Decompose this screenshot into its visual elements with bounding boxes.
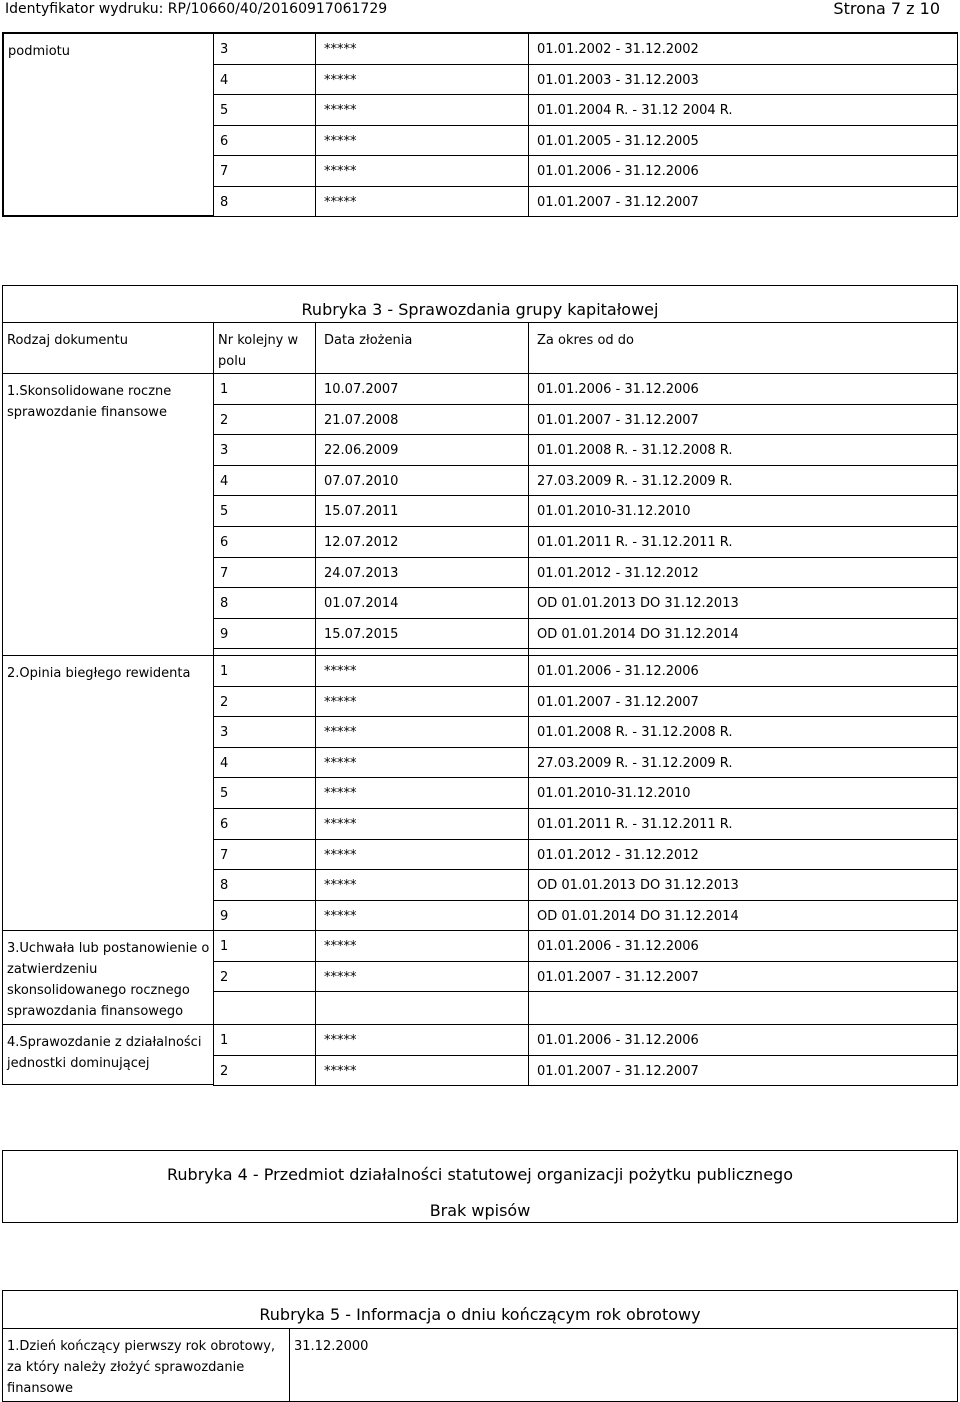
group-label-cell <box>2 373 214 656</box>
rubryka5-value-cell <box>289 1328 958 1402</box>
col-header-rodzaj: Rodzaj dokumentu <box>2 322 214 374</box>
table-row-data: 07.07.2010 <box>315 465 529 497</box>
table-row-okres: 01.01.2012 - 31.12.2012 <box>528 557 958 589</box>
table-row-okres: 01.01.2005 - 31.12.2005 <box>528 125 958 157</box>
group-label-cell <box>2 655 214 931</box>
table-row-okres: 01.01.2006 - 31.12.2006 <box>528 1024 958 1056</box>
table-row-nr: 1 <box>213 655 316 687</box>
group-label: 4.Sprawozdanie z działalności jednostki dominującej <box>7 1035 202 1071</box>
table-row-okres: 01.01.2012 - 31.12.2012 <box>528 839 958 871</box>
table-row-okres: 01.01.2011 R. - 31.12.2011 R. <box>528 526 958 558</box>
table-row-nr: 2 <box>213 1055 316 1087</box>
table-row-nr: 7 <box>213 155 316 187</box>
top-section-label-cell <box>3 33 215 216</box>
table-row-nr: 4 <box>213 64 316 96</box>
group-label: 1.Skonsolidowane roczne sprawozdanie finansowe <box>7 384 172 420</box>
table-row-okres: 01.01.2008 R. - 31.12.2008 R. <box>528 434 958 466</box>
table-row-data: 21.07.2008 <box>315 404 529 436</box>
table-row-nr: 5 <box>213 495 316 527</box>
rubryka3-title: Rubryka 3 - Sprawozdania grupy kapitałowej <box>301 300 659 319</box>
table-row-okres: 01.01.2007 - 31.12.2007 <box>528 1055 958 1087</box>
table-row-data: 22.06.2009 <box>315 434 529 466</box>
table-row-data: ***** <box>315 125 529 157</box>
table-row-data: 24.07.2013 <box>315 557 529 589</box>
table-row-nr: 1 <box>213 930 316 962</box>
table-filler-cell <box>213 991 316 1025</box>
table-row-data: ***** <box>315 777 529 809</box>
rubryka5-label-cell <box>2 1328 290 1402</box>
table-filler-cell <box>528 991 958 1025</box>
table-row-nr: 4 <box>213 465 316 497</box>
table-row-nr: 5 <box>213 94 316 126</box>
group-label: 2.Opinia biegłego rewidenta <box>7 666 191 681</box>
table-row-nr: 7 <box>213 557 316 589</box>
table-row-data: ***** <box>315 186 529 218</box>
table-row-nr: 9 <box>213 900 316 932</box>
table-row-nr: 8 <box>213 186 316 218</box>
table-row-okres: 01.01.2008 R. - 31.12.2008 R. <box>528 716 958 748</box>
table-row-okres: 01.01.2007 - 31.12.2007 <box>528 186 958 218</box>
col-header-data: Data złożenia <box>315 322 529 374</box>
rubryka5-title: Rubryka 5 - Informacja o dniu kończącym rok obrotowy <box>259 1305 701 1324</box>
table-row-data: ***** <box>315 900 529 932</box>
table-row-okres: 01.01.2003 - 31.12.2003 <box>528 64 958 96</box>
table-row-okres: 01.01.2011 R. - 31.12.2011 R. <box>528 808 958 840</box>
table-row-nr: 4 <box>213 747 316 779</box>
table-row-nr: 5 <box>213 777 316 809</box>
table-row-okres: 01.01.2004 R. - 31.12 2004 R. <box>528 94 958 126</box>
col-header-nr: Nr kolejny w polu <box>213 322 316 374</box>
table-filler-cell <box>315 991 529 1025</box>
table-row-nr: 8 <box>213 587 316 619</box>
table-row-nr: 6 <box>213 125 316 157</box>
table-row-nr: 1 <box>213 373 316 405</box>
table-row-data: ***** <box>315 155 529 187</box>
table-row-data: ***** <box>315 1055 529 1087</box>
rubryka5-label: 1.Dzień kończący pierwszy rok obrotowy, za który należy złożyć sprawozdanie finansowe <box>7 1339 276 1396</box>
table-row-okres: 01.01.2006 - 31.12.2006 <box>528 655 958 687</box>
table-row-data: ***** <box>315 869 529 901</box>
table-row-data: 12.07.2012 <box>315 526 529 558</box>
page-number: Strona 7 z 10 <box>833 0 940 18</box>
table-row-okres: 01.01.2007 - 31.12.2007 <box>528 404 958 436</box>
table-row-nr: 2 <box>213 961 316 993</box>
group-label-cell <box>2 1024 214 1085</box>
rubryka4-section <box>2 1150 958 1223</box>
table-row-nr: 6 <box>213 808 316 840</box>
table-row-okres: 01.01.2007 - 31.12.2007 <box>528 686 958 718</box>
table-row-data: 15.07.2015 <box>315 618 529 650</box>
group-label-cell <box>2 930 214 1025</box>
table-row-okres: 01.01.2007 - 31.12.2007 <box>528 961 958 993</box>
table-row-data: 01.07.2014 <box>315 587 529 619</box>
table-row-nr: 1 <box>213 1024 316 1056</box>
page-header <box>0 0 960 24</box>
table-row-okres: OD 01.01.2014 DO 31.12.2014 <box>528 900 958 932</box>
table-row-data: ***** <box>315 1024 529 1056</box>
table-row-data: ***** <box>315 64 529 96</box>
group-label: 3.Uchwała lub postanowienie o zatwierdzeniu skonsolidowanego rocznego sprawozdania finansowego <box>7 941 210 1019</box>
table-row-data: 10.07.2007 <box>315 373 529 405</box>
table-row-nr: 7 <box>213 839 316 871</box>
table-row-okres: 27.03.2009 R. - 31.12.2009 R. <box>528 465 958 497</box>
table-row-okres: OD 01.01.2014 DO 31.12.2014 <box>528 618 958 650</box>
table-row-data: ***** <box>315 747 529 779</box>
table-row-data: ***** <box>315 839 529 871</box>
table-row-okres: OD 01.01.2013 DO 31.12.2013 <box>528 869 958 901</box>
table-row-data: ***** <box>315 686 529 718</box>
rubryka4-content: Brak wpisów <box>429 1201 531 1220</box>
table-row-nr: 3 <box>213 716 316 748</box>
table-row-data: ***** <box>315 808 529 840</box>
col-header-okres: Za okres od do <box>528 322 958 374</box>
table-row-data: ***** <box>315 716 529 748</box>
table-row-okres: 01.01.2006 - 31.12.2006 <box>528 155 958 187</box>
rubryka4-title: Rubryka 4 - Przedmiot działalności statutowej organizacji pożytku publicznego <box>167 1165 793 1184</box>
table-row-okres: OD 01.01.2013 DO 31.12.2013 <box>528 587 958 619</box>
table-row-okres: 01.01.2010-31.12.2010 <box>528 495 958 527</box>
print-identifier: Identyfikator wydruku: RP/10660/40/20160917061729 <box>5 1 388 17</box>
table-row-data: ***** <box>315 930 529 962</box>
table-row-data: ***** <box>315 961 529 993</box>
table-row-data: ***** <box>315 94 529 126</box>
table-row-data: ***** <box>315 33 529 65</box>
top-section-label: podmiotu <box>8 44 71 59</box>
table-row-okres: 01.01.2010-31.12.2010 <box>528 777 958 809</box>
table-row-nr: 6 <box>213 526 316 558</box>
table-row-data: ***** <box>315 655 529 687</box>
table-row-okres: 01.01.2002 - 31.12.2002 <box>528 33 958 65</box>
table-row-nr: 8 <box>213 869 316 901</box>
table-row-okres: 27.03.2009 R. - 31.12.2009 R. <box>528 747 958 779</box>
table-row-okres: 01.01.2006 - 31.12.2006 <box>528 930 958 962</box>
rubryka5-value: 31.12.2000 <box>294 1339 369 1354</box>
table-row-nr: 9 <box>213 618 316 650</box>
table-row-nr: 3 <box>213 434 316 466</box>
table-row-okres: 01.01.2006 - 31.12.2006 <box>528 373 958 405</box>
table-row-nr: 2 <box>213 404 316 436</box>
table-row-nr: 3 <box>213 33 316 65</box>
table-row-data: 15.07.2011 <box>315 495 529 527</box>
table-row-nr: 2 <box>213 686 316 718</box>
